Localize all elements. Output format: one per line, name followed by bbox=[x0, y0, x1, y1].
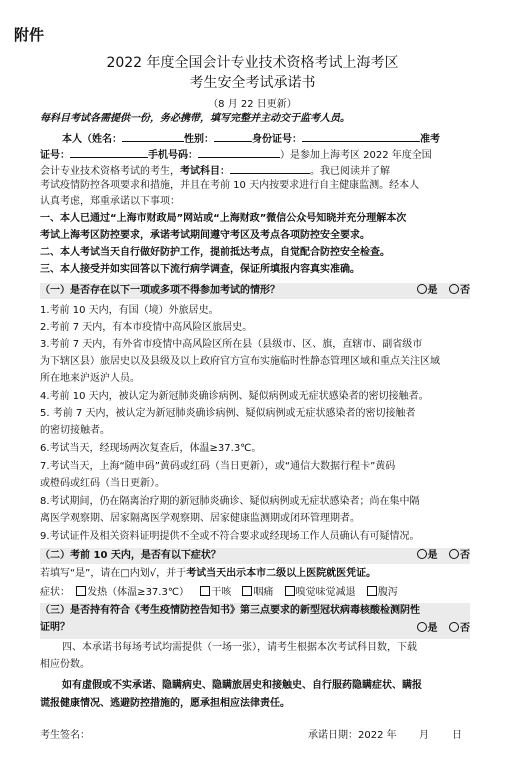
legal-warning: 如有虚假或不实承诺、隐瞒病史、隐瞒旅居史和接触史、自行服药隐瞒症状、瞒报 bbox=[62, 680, 422, 691]
symptom-sore-throat-label: 咽痛 bbox=[253, 587, 274, 598]
section-1-item: 所在地来沪返沪人员。 bbox=[40, 373, 140, 384]
symptom-smell-taste-label: 嗅觉味觉减退 bbox=[295, 587, 356, 598]
section-3-options bbox=[417, 622, 470, 636]
section-1-question: （一）是否存在以下一项或多项不得参加考试的情形？ bbox=[40, 285, 280, 296]
section-2-instruction bbox=[40, 568, 470, 580]
attachment-label: 附件 bbox=[14, 26, 45, 44]
section-2-yes-radio[interactable] bbox=[417, 549, 427, 559]
section-4-text-cont: 相应份数。 bbox=[40, 659, 90, 670]
section-3-yes-radio[interactable] bbox=[417, 622, 427, 632]
gender-field[interactable] bbox=[214, 131, 252, 142]
phone-field[interactable] bbox=[198, 147, 280, 158]
body-text-line: 认真考虑，郑重承诺以下事项： bbox=[40, 196, 180, 207]
section-2-header bbox=[40, 548, 470, 564]
section-1-item: 离医学观察期、居家隔离医学观察期、居家健康监测期或闭环管理期者。 bbox=[40, 513, 360, 524]
candidate-number-field[interactable] bbox=[70, 147, 148, 158]
commitment-2: 二、本人考试当天自行做好防护工作，提前抵达考点，自觉配合防控安全检查。 bbox=[40, 247, 390, 258]
section-1-item: 3.考前 7 天内，有外省市疫情中高风险区所在县（县级市、区、旗，直辖市、副省级市 bbox=[40, 339, 423, 350]
symptom-diarrhea-label: 腹泻 bbox=[377, 587, 398, 598]
section-3-header bbox=[40, 603, 470, 639]
submission-notice: 每科目考试各需提供一份，务必携带，填写完整并主动交于监考人员。 bbox=[40, 113, 350, 124]
section-1-item: 1.考前 10 天内，有国（境）外旅居史。 bbox=[40, 305, 219, 316]
symptom-dry-cough-checkbox[interactable] bbox=[200, 586, 210, 596]
symptom-diarrhea-checkbox[interactable] bbox=[367, 586, 377, 596]
symptom-fever-label: 发热（体温≥37.3℃） bbox=[87, 587, 190, 598]
document-title: 2022 年度全国会计专业技术资格考试上海考区 bbox=[106, 55, 399, 71]
section-2-no-label: 否 bbox=[460, 550, 470, 561]
section-4-text: 四、本承诺书每场考试均需提供（一场一张），请考生根据本次考试科目数，下载 bbox=[62, 642, 417, 653]
commitment-3: 三、本人接受并如实回答以下流行病学调查，保证所填报内容真实准确。 bbox=[40, 264, 360, 275]
signature-label: 考生签名： bbox=[40, 730, 90, 741]
legal-warning-cont: 谎报健康情况、逃避防控措施的，愿承担相应法律责任。 bbox=[40, 698, 290, 709]
section-1-no-radio[interactable] bbox=[449, 284, 459, 294]
section-2-question: （二）考前 10 天内，是否有以下症状？ bbox=[40, 550, 221, 561]
section-3-question: （三）是否持有符合《考生疫情防控告知书》第三点要求的新型冠状病毒核酸检测阴性 bbox=[40, 605, 420, 616]
section-1-yes-radio[interactable] bbox=[417, 284, 427, 294]
section-1-item: 2.考前 7 天内，有本市疫情中高风险区旅居史。 bbox=[40, 322, 253, 333]
section-2-no-radio[interactable] bbox=[449, 549, 459, 559]
commitment-1: 一、本人已通过“上海市财政局”网站或“上海财政”微信公众号知晓并充分理解本次 bbox=[40, 213, 407, 224]
section-2-instruction-bold: 考试当天出示本市二级以上医院就医凭证。 bbox=[186, 568, 377, 579]
commitment-1-cont: 考试上海考区防控要求，承诺考试期间遵守考区及考点各项防控安全要求。 bbox=[40, 230, 370, 241]
section-1-item: 9.考试证件及相关资料证明提供不全或不符合要求或经现场工作人员确认有可疑情况。 bbox=[40, 531, 420, 542]
line3-prefix: 会计专业技术资格考试的考生， bbox=[40, 166, 180, 177]
section-1-item: 5. 考前 7 天内，被认定为新冠肺炎确诊病例、疑似病例或无症状感染者的密切接触者 bbox=[40, 408, 416, 419]
section-1-item: 的密切接触者。 bbox=[40, 425, 110, 436]
gender-label: 性别： bbox=[184, 134, 214, 145]
subject-label: 考试科目： bbox=[180, 166, 230, 177]
line3-suffix: 。我已阅读并了解 bbox=[310, 166, 390, 177]
section-2-options bbox=[417, 549, 470, 563]
section-1-item: 6.考试当天，经现场两次复查后，体温≥37.3℃。 bbox=[40, 443, 262, 454]
body-text-line: 考试疫情防控各项要求和措施，并且在考前 10 天内按要求进行自主健康监测。经本人 bbox=[40, 180, 420, 191]
symptom-checklist bbox=[40, 586, 470, 599]
commitment-date-label: 承诺日期：2022 年 bbox=[308, 730, 397, 741]
symptom-fever-checkbox[interactable] bbox=[76, 586, 86, 596]
symptom-sore-throat-checkbox[interactable] bbox=[242, 586, 252, 596]
section-1-item: 或橙码或红码（当日更新）。 bbox=[40, 478, 165, 489]
line2-suffix: ）是参加上海考区 2022 年度全国 bbox=[280, 150, 432, 161]
section-1-options bbox=[417, 284, 470, 298]
personal-info-line-1 bbox=[40, 131, 470, 146]
section-3-no-radio[interactable] bbox=[449, 622, 459, 632]
personal-info-line-3 bbox=[40, 163, 470, 178]
update-note: （8 月 22 日更新） bbox=[208, 99, 297, 110]
section-1-item: 8.考试期间，仍在隔离治疗期的新冠肺炎确诊、疑似病例或无症状感染者；尚在集中隔 bbox=[40, 496, 420, 507]
symptoms-label: 症状： bbox=[40, 587, 70, 598]
id-number-field[interactable] bbox=[302, 131, 420, 142]
intro-prefix: 本人（姓名： bbox=[62, 134, 122, 145]
section-2-yes-label: 是 bbox=[427, 550, 438, 561]
candidate-no-label: 准考 bbox=[420, 134, 440, 145]
day-label: 日 bbox=[452, 730, 462, 741]
month-label: 月 bbox=[419, 730, 429, 741]
symptom-smell-taste-checkbox[interactable] bbox=[285, 586, 295, 596]
section-3-question-cont: 证明？ bbox=[40, 622, 70, 633]
section-1-no-label: 否 bbox=[460, 285, 470, 296]
section-2-instruction-text: 若填写“是”，请在□内划√，并于 bbox=[40, 568, 187, 579]
section-1-yes-label: 是 bbox=[427, 285, 438, 296]
symptom-dry-cough-label: 干咳 bbox=[211, 587, 232, 598]
candidate-no-label-cont: 证号： bbox=[40, 150, 70, 161]
section-1-item: 4.考前 10 天内，被认定为新冠肺炎确诊病例、疑似病例或无症状感染者的密切接触者。 bbox=[40, 391, 429, 402]
phone-label: 手机号码： bbox=[148, 150, 198, 161]
section-3-yes-label: 是 bbox=[427, 623, 438, 634]
subject-field[interactable] bbox=[230, 163, 310, 174]
name-field[interactable] bbox=[122, 131, 184, 142]
section-3-no-label: 否 bbox=[460, 623, 470, 634]
section-1-item: 为下辖区县）旅居史以及县级及以上政府官方宣布实施临时性静态管理区域和重点关注区域 bbox=[40, 356, 440, 367]
id-label: 身份证号： bbox=[252, 134, 302, 145]
section-1-item: 7.考试当天，上海“随申码”黄码或红码（当日更新），或“通信大数据行程卡”黄码 bbox=[40, 461, 396, 472]
document-subtitle: 考生安全考试承诺书 bbox=[189, 75, 316, 91]
section-1-header bbox=[40, 283, 470, 299]
personal-info-line-2 bbox=[40, 147, 470, 162]
